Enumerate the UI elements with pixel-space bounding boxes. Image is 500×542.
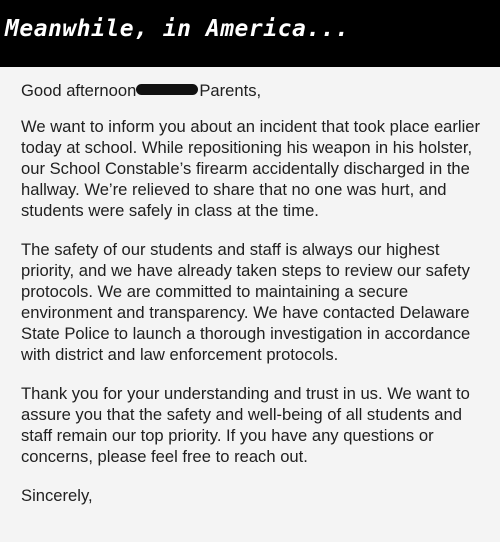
closing-line: Sincerely, — [21, 486, 93, 505]
paragraph-safety: The safety of our students and staff is always our highest priority, and we have already taken steps to review our safety protocols. We are committed to maintaining a secure environment and transparency. We have contacted Delaware State Police to launch a thorough investigation in accordance with district and law enforcement protocols. — [21, 240, 471, 364]
paragraph-incident: We want to inform you about an incident that took place earlier today at school. While repositioning his weapon in his holster, our School Constable’s firearm accidentally discharged in the hallway. We’re relieved to share that no one was hurt, and students were safely in class at the time. — [21, 117, 481, 220]
greeting-line — [21, 80, 491, 101]
banner-caption: Meanwhile, in America... — [5, 16, 350, 42]
paragraph-thanks: Thank you for your understanding and trust in us. We want to assure you that the safety and well-being of all students and staff remain our top priority. If you have any questions or concerns, please feel free to reach out. — [21, 384, 470, 466]
meme-banner — [0, 0, 500, 67]
letter-body — [21, 80, 491, 524]
greeting-start: Good afternoon — [21, 81, 137, 100]
greeting-end: Parents, — [199, 81, 262, 100]
redaction-mark — [136, 84, 198, 95]
